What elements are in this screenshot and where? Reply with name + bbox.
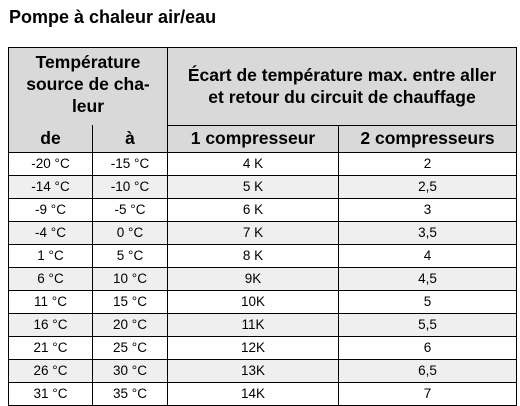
table-row bbox=[9, 336, 517, 359]
cell-one-compressor: 14K bbox=[168, 382, 339, 405]
cell-to: 20 °C bbox=[93, 313, 168, 336]
cell-from: 11 °C bbox=[9, 290, 93, 313]
source-temperature-header bbox=[9, 48, 168, 126]
cell-two-compressors: 5,5 bbox=[339, 313, 517, 336]
cell-to: 10 °C bbox=[93, 267, 168, 290]
cell-one-compressor: 8 K bbox=[168, 244, 339, 267]
cell-to: 15 °C bbox=[93, 290, 168, 313]
cell-to: 25 °C bbox=[93, 336, 168, 359]
cell-two-compressors: 4,5 bbox=[339, 267, 517, 290]
cell-two-compressors: 6,5 bbox=[339, 359, 517, 382]
cell-to: -15 °C bbox=[93, 152, 168, 175]
cell-from: 26 °C bbox=[9, 359, 93, 382]
table-row bbox=[9, 359, 517, 382]
cell-two-compressors: 2,5 bbox=[339, 175, 517, 198]
cell-from: 16 °C bbox=[9, 313, 93, 336]
cell-one-compressor: 12K bbox=[168, 336, 339, 359]
source-temperature-header-line-3: leur bbox=[71, 96, 105, 116]
source-temperature-header-line-2: source de cha- bbox=[26, 74, 150, 94]
cell-from: 21 °C bbox=[9, 336, 93, 359]
column-header-from: de bbox=[9, 125, 93, 152]
cell-one-compressor: 7 K bbox=[168, 221, 339, 244]
page-title: Pompe à chaleur air/eau bbox=[9, 7, 217, 27]
column-header-one-compressor: 1 compresseur bbox=[168, 125, 339, 152]
cell-one-compressor: 5 K bbox=[168, 175, 339, 198]
table-row bbox=[9, 198, 517, 221]
table-row bbox=[9, 382, 517, 405]
cell-from: -4 °C bbox=[9, 221, 93, 244]
source-temperature-header-line-1: Température bbox=[35, 52, 141, 72]
temperature-spread-table bbox=[8, 47, 517, 406]
table-row bbox=[9, 221, 517, 244]
cell-to: 35 °C bbox=[93, 382, 168, 405]
cell-two-compressors: 3,5 bbox=[339, 221, 517, 244]
cell-one-compressor: 11K bbox=[168, 313, 339, 336]
cell-to: 0 °C bbox=[93, 221, 168, 244]
column-header-two-compressors: 2 compresseurs bbox=[339, 125, 517, 152]
table-row bbox=[9, 152, 517, 175]
cell-two-compressors: 7 bbox=[339, 382, 517, 405]
cell-from: -9 °C bbox=[9, 198, 93, 221]
cell-one-compressor: 4 K bbox=[168, 152, 339, 175]
table-row bbox=[9, 244, 517, 267]
cell-to: 30 °C bbox=[93, 359, 168, 382]
table-row bbox=[9, 290, 517, 313]
cell-one-compressor: 6 K bbox=[168, 198, 339, 221]
cell-two-compressors: 6 bbox=[339, 336, 517, 359]
table-row bbox=[9, 313, 517, 336]
cell-one-compressor: 9K bbox=[168, 267, 339, 290]
cell-one-compressor: 10K bbox=[168, 290, 339, 313]
cell-two-compressors: 4 bbox=[339, 244, 517, 267]
column-header-to: à bbox=[93, 125, 168, 152]
table-row bbox=[9, 175, 517, 198]
cell-to: 5 °C bbox=[93, 244, 168, 267]
max-temperature-difference-header-line-1: Écart de température max. entre aller bbox=[187, 65, 497, 86]
max-temperature-difference-header-line-2: et retour du circuit de chauffage bbox=[208, 87, 476, 108]
table-row bbox=[9, 267, 517, 290]
cell-two-compressors: 5 bbox=[339, 290, 517, 313]
cell-to: -10 °C bbox=[93, 175, 168, 198]
cell-from: 6 °C bbox=[9, 267, 93, 290]
cell-from: 1 °C bbox=[9, 244, 93, 267]
cell-from: -14 °C bbox=[9, 175, 93, 198]
cell-to: -5 °C bbox=[93, 198, 168, 221]
cell-two-compressors: 3 bbox=[339, 198, 517, 221]
cell-from: -20 °C bbox=[9, 152, 93, 175]
max-temperature-difference-header bbox=[168, 48, 517, 126]
cell-one-compressor: 13K bbox=[168, 359, 339, 382]
cell-from: 31 °C bbox=[9, 382, 93, 405]
cell-two-compressors: 2 bbox=[339, 152, 517, 175]
